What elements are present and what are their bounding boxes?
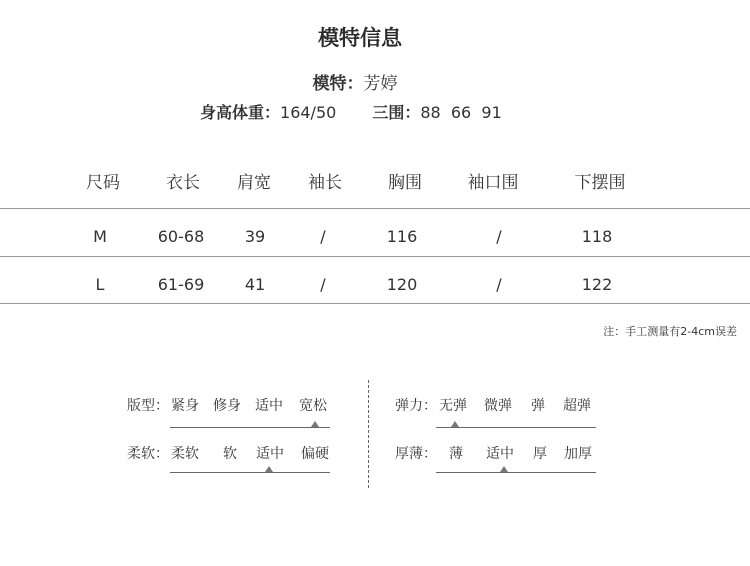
table-cell: / [496,227,502,246]
elasticity-option: 无弹 [439,398,467,414]
softness-option: 适中 [256,446,284,462]
thickness-option: 薄 [449,446,463,462]
table-cell: / [496,275,502,294]
page-title: 模特信息 [318,26,402,50]
elasticity-option: 弹 [531,398,545,414]
table-cell: 122 [581,275,613,294]
fit-scale [170,427,330,428]
table-divider [0,256,750,257]
col-header-length: 衣长 [166,173,200,193]
col-header-size: 尺码 [86,173,120,193]
table-divider [0,303,750,304]
table-cell: / [320,227,326,246]
table-cell: 120 [386,275,418,294]
thickness-option: 适中 [486,446,514,462]
col-header-chest: 胸围 [388,173,422,193]
table-cell: 60-68 [157,227,205,246]
measurement-note: 注：手工测量有2-4cm误差 [603,325,737,338]
thickness-option: 厚 [533,446,547,462]
height-weight-value: 164/50 [280,103,337,122]
fit-marker [311,421,319,427]
elasticity-scale [436,427,596,428]
bust-label: 三围： [372,103,421,122]
softness-option: 偏硬 [301,446,329,462]
thickness-scale [436,472,596,473]
col-header-shoulder: 肩宽 [237,173,271,193]
softness-marker [265,466,273,472]
col-header-sleeve: 袖长 [308,173,342,193]
model-label: 模特： [312,74,364,94]
elasticity-option: 超弹 [563,398,591,414]
fit-option: 适中 [255,398,283,414]
table-cell: / [320,275,326,294]
thickness-label: 厚薄： [395,446,437,462]
bust-value: 88 66 91 [420,103,502,122]
fit-option: 紧身 [171,398,199,414]
thickness-marker [500,466,508,472]
table-cell: 41 [244,275,266,294]
fit-option: 修身 [213,398,241,414]
fit-option: 宽松 [299,398,327,414]
softness-option: 软 [223,446,237,462]
table-cell: M [93,227,107,246]
table-cell: 39 [244,227,266,246]
model-info [0,69,710,94]
model-name: 芳婷 [363,74,398,94]
elasticity-label: 弹力： [395,398,437,414]
table-cell: L [95,275,105,294]
table-cell: 118 [581,227,613,246]
softness-label: 柔软： [127,446,169,462]
model-stats [200,100,502,123]
col-header-cuff: 袖口围 [467,173,519,193]
table-cell: 116 [386,227,418,246]
softness-option: 柔软 [171,446,199,462]
thickness-option: 加厚 [564,446,592,462]
attributes-divider [368,380,369,488]
fit-label: 版型： [127,398,169,414]
table-cell: 61-69 [157,275,205,294]
elasticity-option: 微弹 [484,398,512,414]
col-header-hem: 下摆围 [574,173,626,193]
elasticity-marker [451,421,459,427]
height-weight-label: 身高体重： [200,103,281,122]
softness-scale [170,472,330,473]
table-divider [0,208,750,209]
